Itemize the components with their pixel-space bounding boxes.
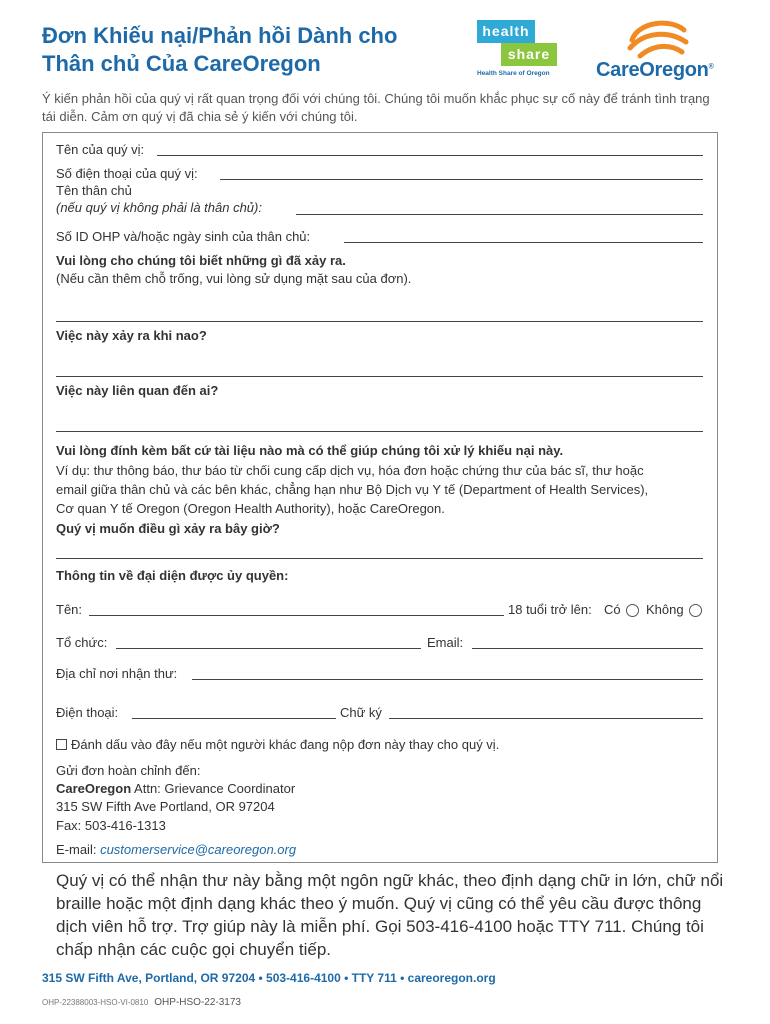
careoregon-swirl-icon: [624, 18, 694, 60]
send-to-label: Gửi đơn hoàn chỉnh đến:: [56, 763, 201, 778]
what-happened-note: (Nếu cần thêm chỗ trống, vui lòng sử dụng mặt sau của đơn).: [56, 271, 412, 286]
send-org: CareOregon: [56, 781, 132, 796]
name-label: Tên của quý vị:: [56, 142, 145, 157]
title-line-2: Thân chủ Của CareOregon: [42, 51, 321, 76]
page-title: [42, 22, 397, 78]
rep-heading: Thông tin về đại diện được ủy quyền:: [56, 568, 289, 583]
rep-signature-field[interactable]: [389, 718, 703, 719]
proxy-checkbox[interactable]: [56, 739, 67, 750]
health-share-tagline: Health Share of Oregon: [477, 70, 550, 77]
proxy-checkbox-label: Đánh dấu vào đây nếu một người khác đang nộp đơn này thay cho quý vị.: [71, 737, 500, 752]
phone-field[interactable]: [220, 179, 703, 180]
rep-yes-radio[interactable]: [626, 604, 639, 617]
rep-phone-label: Điện thoại:: [56, 705, 119, 720]
attach-note-line-3: Cơ quan Y tế Oregon (Oregon Health Authority), hoặc CareOregon.: [56, 501, 445, 516]
form-code-small: OHP-22388003-HSO-VI-0810: [42, 998, 149, 1007]
when-field[interactable]: [56, 376, 703, 377]
send-email-row: [56, 842, 296, 857]
phone-label: Số điện thoại của quý vị:: [56, 166, 198, 181]
rep-age-label: 18 tuổi trở lên:: [508, 602, 592, 617]
rep-address-field[interactable]: [192, 679, 703, 680]
send-fax: Fax: 503-416-1313: [56, 818, 166, 833]
send-email-link[interactable]: customerservice@careoregon.org: [100, 842, 297, 857]
member-name-note: (nếu quý vị không phải là thân chủ):: [56, 200, 262, 215]
rep-no-label: Không: [646, 602, 684, 617]
rep-name-field[interactable]: [89, 615, 504, 616]
member-name-label: Tên thân chủ: [56, 183, 132, 198]
wish-field[interactable]: [56, 558, 703, 559]
wish-label: Quý vị muốn điều gì xảy ra bây giờ?: [56, 521, 280, 536]
careoregon-logo: [596, 18, 736, 84]
rep-name-label: Tên:: [56, 602, 83, 617]
proxy-checkbox-row: [56, 737, 499, 752]
health-share-word-share: share: [501, 43, 557, 66]
health-share-word-health: health: [477, 20, 535, 43]
when-label: Việc này xảy ra khi nao?: [56, 328, 207, 343]
rep-no-radio[interactable]: [689, 604, 702, 617]
send-email-label: E-mail:: [56, 842, 97, 857]
form-code-main: OHP-HSO-22-3173: [154, 997, 241, 1008]
name-field[interactable]: [157, 155, 703, 156]
rep-signature-label: Chữ ký: [340, 705, 382, 720]
send-attn: Attn: Grievance Coordinator: [134, 781, 296, 796]
send-address: 315 SW Fifth Ave Portland, OR 97204: [56, 799, 275, 814]
member-name-field[interactable]: [296, 214, 703, 215]
what-happened-label: Vui lòng cho chúng tôi biết những gì đã xảy ra.: [56, 253, 346, 268]
language-notice: Quý vị có thể nhận thư này bằng một ngôn ngữ khác, theo định dạng chữ in lớn, chữ nổi braille hoặc một định dạng khác theo ý muốn. Quý vị cũng có thể yêu cầu được thông dịch viên hỗ trợ. Trợ giúp này là miễn phí. Gọi 503-416-4100 hoặc TTY 711. Chúng tôi chấp nhận các cuộc gọi chuyển tiếp.: [56, 871, 724, 959]
rep-phone-field[interactable]: [132, 718, 336, 719]
who-field[interactable]: [56, 431, 703, 432]
rep-email-field[interactable]: [472, 648, 703, 649]
ohp-id-field[interactable]: [344, 242, 703, 243]
send-recipient: [56, 781, 295, 796]
rep-yes-label: Có: [604, 602, 621, 617]
rep-org-field[interactable]: [116, 648, 421, 649]
who-label: Việc này liên quan đến ai?: [56, 383, 219, 398]
rep-address-label: Địa chỉ nơi nhận thư:: [56, 666, 178, 681]
title-line-1: Đơn Khiếu nại/Phản hồi Dành cho: [42, 23, 398, 48]
what-happened-field[interactable]: [56, 321, 703, 322]
attach-note-line-1: Ví dụ: thư thông báo, thư báo từ chối cung cấp dịch vụ, hóa đơn hoặc chứng thư của bác sĩ, thư hoặc: [56, 463, 644, 478]
careoregon-wordmark: CareOregon®: [596, 59, 714, 81]
rep-email-label: Email:: [427, 635, 464, 650]
intro-text: Ý kiến phản hồi của quý vị rất quan trọng đối với chúng tôi. Chúng tôi muốn khắc phục sự cố này để tránh tình trạng tái diễn. Cảm ơn quý vị đã chia sẻ ý kiến với chúng tôi.: [42, 91, 710, 124]
attach-label: Vui lòng đính kèm bất cứ tài liệu nào mà có thể giúp chúng tôi xử lý khiếu nại này.: [56, 443, 564, 458]
ohp-id-label: Số ID OHP và/hoặc ngày sinh của thân chủ:: [56, 229, 311, 244]
attach-note-line-2: email giữa thân chủ và các bên khác, chẳng hạn như Bộ Dịch vụ Y tế (Department of Health Services),: [56, 482, 649, 497]
rep-org-label: Tổ chức:: [56, 635, 108, 650]
health-share-logo: [477, 20, 557, 80]
footer-contact: 315 SW Fifth Ave, Portland, OR 97204 • 503-416-4100 • TTY 711 • careoregon.org: [42, 971, 496, 985]
form-codes: [42, 997, 241, 1008]
